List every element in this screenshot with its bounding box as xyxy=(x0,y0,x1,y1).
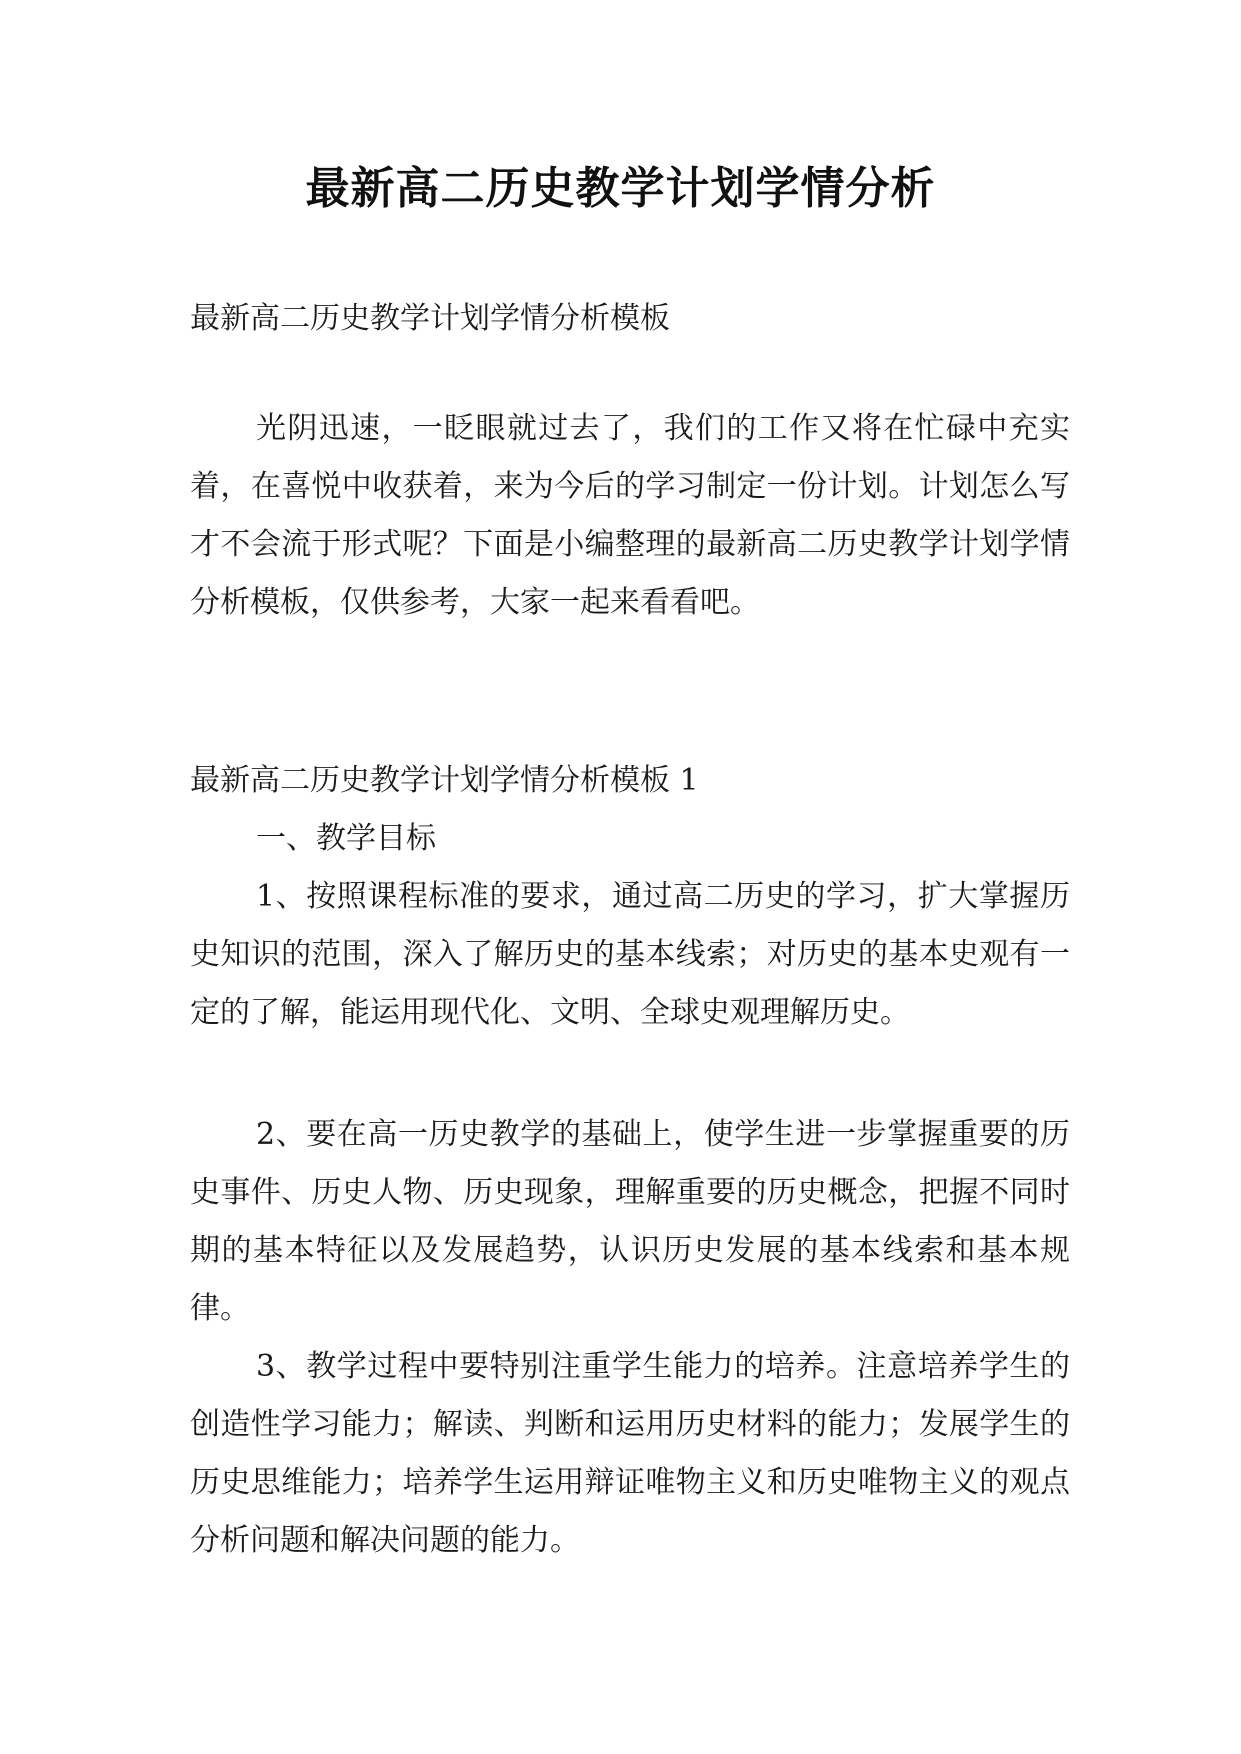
page-title: 最新高二历史教学计划学情分析 xyxy=(305,163,936,214)
intro-paragraph: 光阴迅速，一眨眼就过去了，我们的工作又将在忙碌中充实着，在喜悦中收获着，来为今后的学习制定一份计划。计划怎么写才不会流于形式呢？下面是小编整理的最新高二历史教学计划学情分析模板，仅供参考，大家一起来看看吧。 xyxy=(190,411,1070,620)
objectives-heading: 一、教学目标 xyxy=(256,821,436,856)
objective-paragraph-3: 3、教学过程中要特别注重学生能力的培养。注意培养学生的创造性学习能力；解读、判断和运用历史材料的能力；发展学生的历史思维能力；培养学生运用辩证唯物主义和历史唯物主义的观点分析问题和解决问题的能力。 xyxy=(190,1349,1070,1558)
section-heading: 最新高二历史教学计划学情分析模板 1 xyxy=(190,763,699,798)
objective-paragraph-2: 2、要在高一历史教学的基础上，使学生进一步掌握重要的历史事件、历史人物、历史现象，理解重要的历史概念，把握不同时期的基本特征以及发展趋势，认识历史发展的基本线索和基本规律。 xyxy=(190,1117,1070,1326)
document-subtitle: 最新高二历史教学计划学情分析模板 xyxy=(190,301,670,336)
objective-paragraph-1: 1、按照课程标准的要求，通过高二历史的学习，扩大掌握历史知识的范围，深入了解历史的基本线索；对历史的基本史观有一定的了解，能运用现代化、文明、全球史观理解历史。 xyxy=(190,879,1070,1030)
